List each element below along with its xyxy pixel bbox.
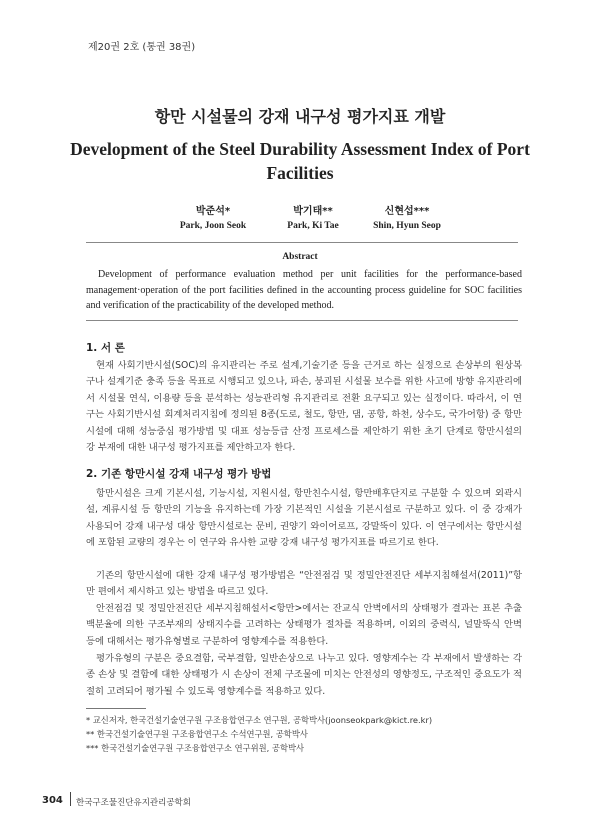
abstract-bottom-rule (86, 320, 518, 321)
abstract-heading: Abstract (282, 252, 318, 262)
author-2 (268, 202, 358, 231)
author-1-english: Park, Joon Seok (179, 221, 247, 231)
footer-journal-name: 한국구조물진단유지관리공학회 (76, 798, 191, 808)
author-2-korean: 박기태** (293, 206, 333, 217)
author-3-korean: 신현섭*** (384, 206, 430, 217)
footnote-rule (86, 708, 146, 709)
abstract-top-rule (86, 242, 518, 243)
section-2-paragraph-3: 안전점검 및 정밀안전진단 세부지침해설서<항만>에서는 잔교식 안벽에서의 상태평가 결과는 표본 추출 백분율에 의한 구조부재의 상태지수를 고려하는 상태평가 절차를 적용하며, 이외의 중력식, 널말뚝식 안벽 등에 대해서는 평가유형별로 구분하여 영향계수를 적용한다. (86, 603, 522, 647)
footnote-3: *** 한국건설기술연구원 구조융합연구소 연구위원, 공학박사 (86, 743, 304, 753)
author-3-english: Shin, Hyun Seop (373, 221, 441, 231)
footer-divider (70, 792, 71, 806)
title-korean: 항만 시설물의 강재 내구성 평가지표 개발 (154, 107, 446, 126)
journal-issue-header: 제20권 2호 (통권 38권) (88, 42, 196, 53)
title-english: Development of the Steel Durability Assessment Index of Port Facilities (70, 139, 530, 183)
section-1-paragraph-1: 현재 사회기반시설(SOC)의 유지관리는 주로 설계,기술기준 등을 근거로 하는 실정으로 손상부의 원상복구나 설계기준 충족 등을 목표로 시행되고 있으나, 파손, 붕괴된 시설물 보수를 위한 사고에 방향 유지관리에서 시설물 연식, 이용량 등을 분석하는 성능관리형 유지관리로 전환 요구되고 있는 실정이다. 따라서, 이 연구는 사회기반시설 회계처리지침에 정의된 8종(도로, 철도, 항만, 댐, 공항, 하천, 상수도, 국가어항) 중 항만시설에 대해 성능중심 평가방법 및 대표 성능등급 산정 프로세스를 제안하기 위한 초기 단계로 항만시설의 강 부재에 대한 내구성 평가지표를 제안하고자 한다. (86, 360, 522, 454)
page-number: 304 (42, 795, 63, 806)
author-1 (158, 202, 268, 231)
author-1-korean: 박준석* (195, 206, 231, 217)
footnote-2: ** 한국건설기술연구원 구조융합연구소 수석연구원, 공학박사 (86, 729, 308, 739)
section-1-heading: 1. 서 론 (86, 342, 125, 354)
author-2-english: Park, Ki Tae (287, 221, 339, 231)
author-3 (352, 202, 462, 231)
footnote-1: * 교신저자, 한국건설기술연구원 구조융합연구소 연구원, 공학박사(joonseokpark@kict.re.kr) (86, 715, 433, 725)
section-2-paragraph-4: 평가유형의 구분은 중요결함, 국부결함, 일반손상으로 나누고 있다. 영향계수는 각 부재에서 발생하는 각종 손상 및 결함에 대한 상태평가 시 손상이 전체 구조물에 미치는 안전성의 영향정도, 구조적인 중요도가 적절히 고려되어 평가될 수 있도록 영향계수를 적용하고 있다. (86, 653, 522, 697)
section-2-paragraph-2: 기존의 항만시설에 대한 강재 내구성 평가방법은 “안전점검 및 정밀안전진단 세부지침해설서(2011)”항만 편에서 제시하고 있는 방법을 따르고 있다. (86, 570, 522, 598)
section-2-paragraph-1: 항만시설은 크게 기본시설, 기능시설, 지원시설, 항만친수시설, 항만배후단지로 구분할 수 있으며 외곽시설, 계류시설 등 항만의 기능을 유지하는데 가장 기본적인 시설을 기본시설로 구분하고 있다. 이 중 강재가 사용되어 강재 내구성 대상 항만시설로는 문비, 권양기 와이어로프, 강말뚝이 있다. 이 연구에서는 항만시설에 포함된 교량의 경우는 이 연구와 유사한 교량 강재 내구성 평가지표를 따르기로 한다. (86, 488, 522, 549)
abstract-body: Development of performance evaluation method per unit facilities for the performance-based management·operation of the port facilities defined in the accounting process guideline for SOC facilities and verification of the practicability of the developed method. (86, 269, 522, 311)
section-2-heading: 2. 기존 항만시설 강재 내구성 평가 방법 (86, 468, 272, 480)
